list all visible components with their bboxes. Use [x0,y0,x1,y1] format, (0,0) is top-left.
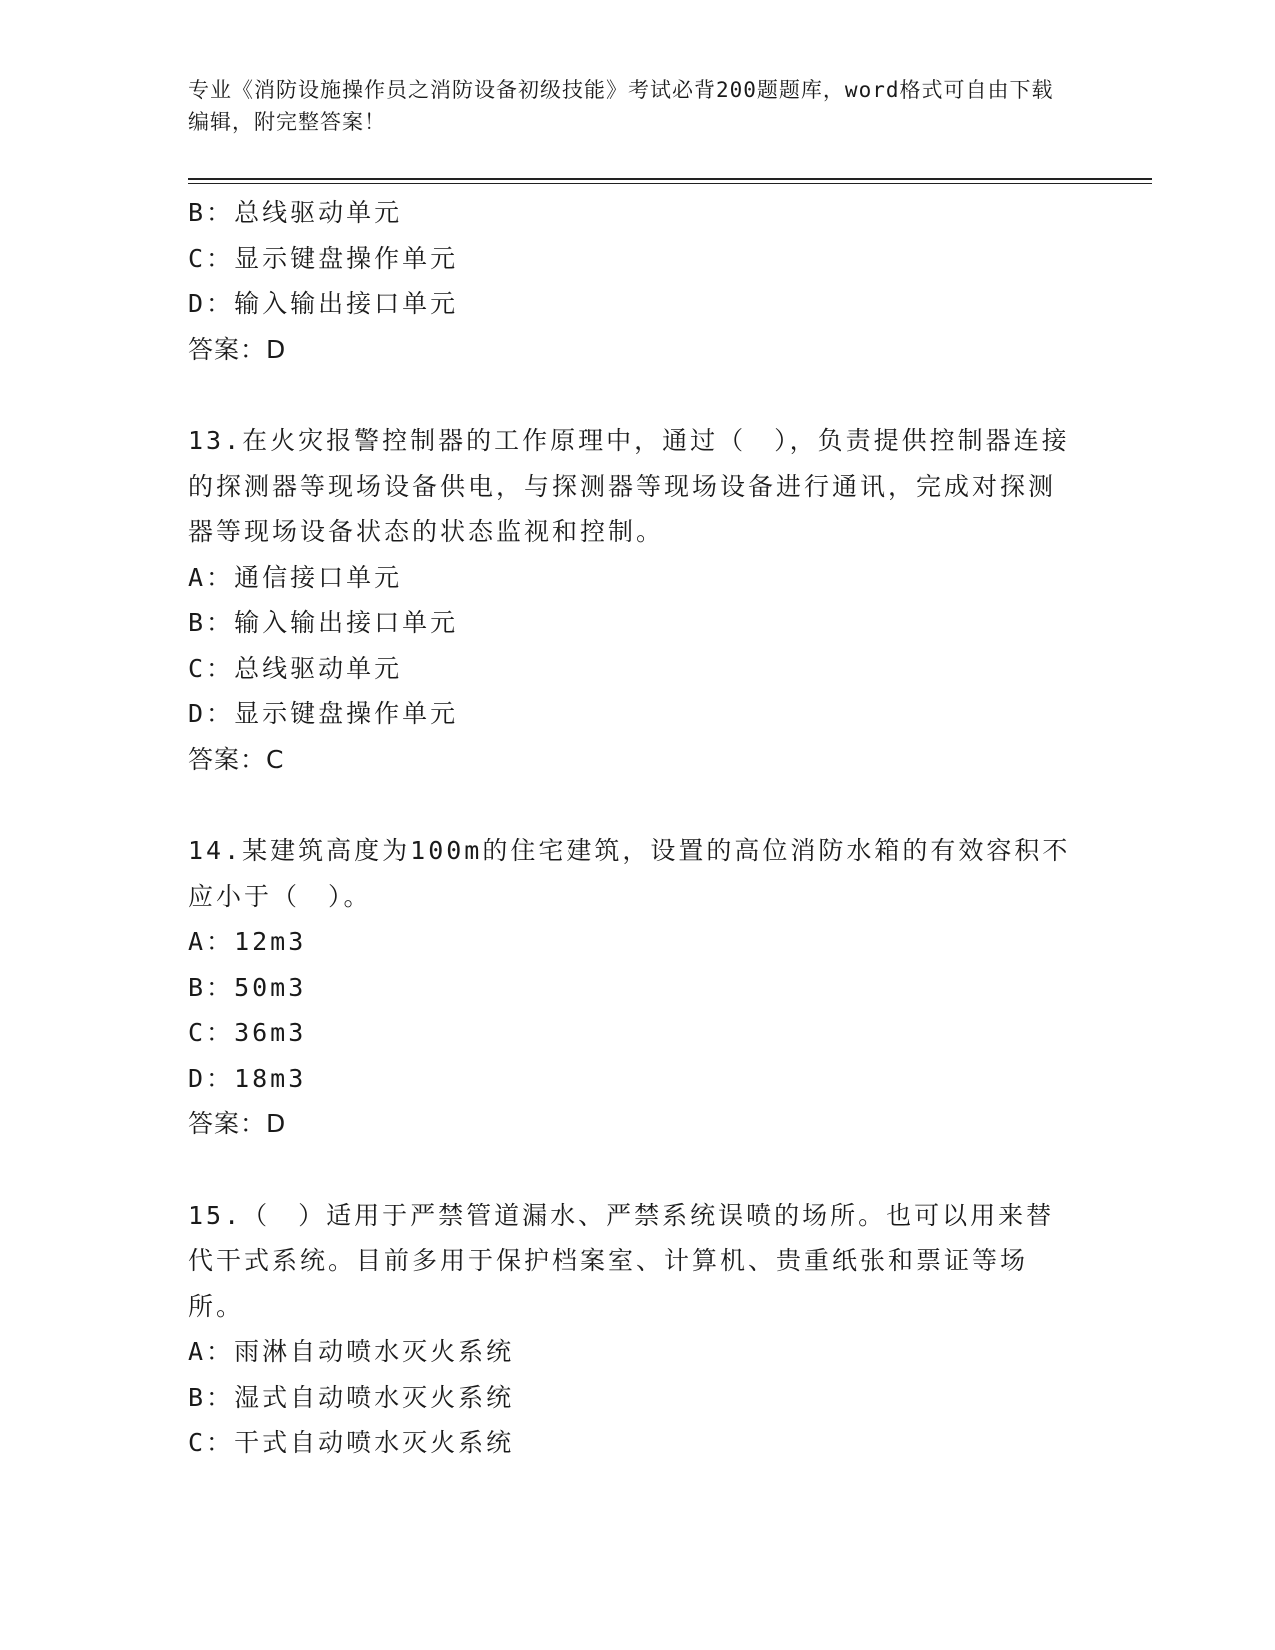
header-divider [188,178,1152,180]
option-text: 显示键盘操作单元 [234,699,459,728]
option-key: C： [188,1428,235,1457]
option-text: 湿式自动喷水灭火系统 [234,1382,515,1412]
question-14 [188,828,1088,1147]
page-header: 专业《消防设施操作员之消防设备初级技能》考试必背200题题库，word格式可自由下载编辑，附完整答案！ [188,78,1054,134]
option-key: A： [188,562,235,592]
option-text: 总线驱动单元 [234,198,403,227]
question-12-continuation [188,190,1088,372]
option-key: C： [188,653,235,683]
option-text: 50m3 [234,972,307,1002]
option-text: 36m3 [234,1018,307,1047]
option-d [188,281,1088,327]
option-a [188,919,1088,965]
option-d [188,691,1088,737]
option-b [188,965,1088,1011]
option-text: 总线驱动单元 [234,653,403,683]
option-text: 雨淋自动喷水灭火系统 [234,1337,515,1366]
option-b [188,190,1088,236]
option-key: C： [188,1018,235,1047]
option-text: 通信接口单元 [234,562,403,592]
option-b [188,600,1088,646]
option-a [188,1329,1088,1375]
option-c [188,236,1088,282]
option-a [188,555,1088,601]
option-key: A： [188,1337,235,1366]
option-key: A： [188,927,235,956]
option-text: 输入输出接口单元 [234,608,459,637]
option-text: 18m3 [234,1063,307,1093]
option-key: B： [188,198,235,227]
question-13 [188,418,1088,782]
question-15 [188,1193,1088,1466]
option-text: 12m3 [234,927,307,956]
question-stem: 15.（ ）适用于严禁管道漏水、严禁系统误喷的场所。也可以用来替代干式系统。目前多用于保护档案室、计算机、贵重纸张和票证等场所。 [188,1200,1055,1321]
option-b [188,1375,1088,1421]
answer-line: 答案：D [188,1109,287,1138]
option-key: B： [188,972,235,1002]
option-key: D： [188,1063,235,1093]
option-d [188,1056,1088,1102]
option-c [188,1010,1088,1056]
question-content [188,190,1088,1466]
option-text: 输入输出接口单元 [234,289,459,318]
option-text: 显示键盘操作单元 [234,243,459,273]
option-c [188,1420,1088,1466]
option-key: B： [188,608,235,637]
option-key: C： [188,243,235,273]
option-key: D： [188,699,235,728]
option-text: 干式自动喷水灭火系统 [234,1428,515,1457]
option-c [188,646,1088,692]
question-stem: 13.在火灾报警控制器的工作原理中，通过（ ），负责提供控制器连接的探测器等现场设备供电，与探测器等现场设备进行通讯，完成对探测器等现场设备状态的状态监视和控制。 [188,426,1070,546]
answer-line: 答案：C [188,744,285,774]
header-divider-thin [188,183,1152,184]
question-stem: 14.某建筑高度为100m的住宅建筑，设置的高位消防水箱的有效容积不应小于（ ）。 [188,836,1071,911]
option-key: B： [188,1382,235,1412]
answer-line: 答案：D [188,334,287,364]
option-key: D： [188,289,235,318]
